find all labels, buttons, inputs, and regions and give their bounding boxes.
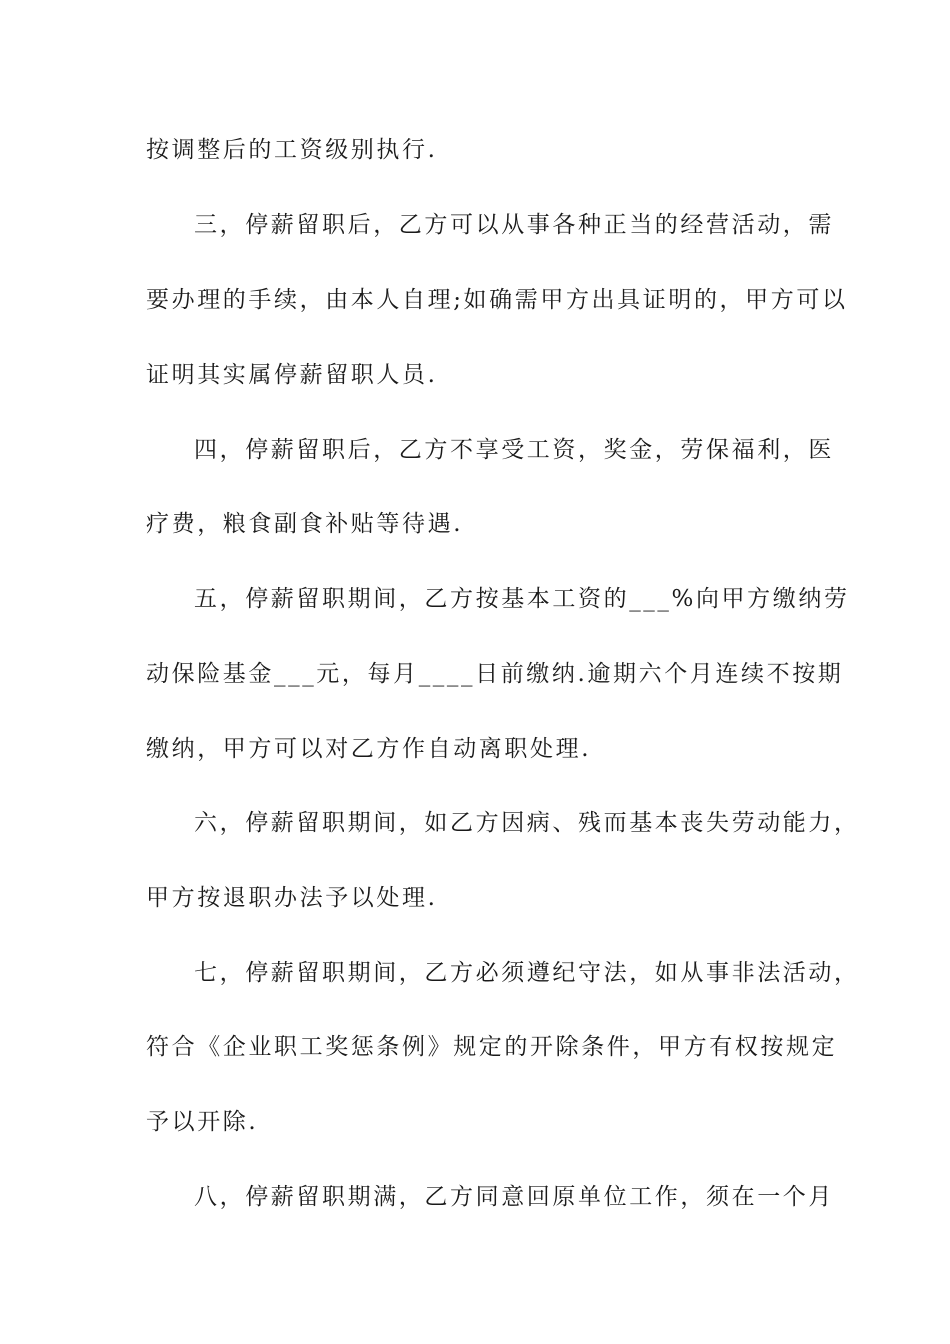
text-line-1: 按调整后的工资级别执行. (146, 137, 438, 163)
text-line-5: 四，停薪留职后，乙方不享受工资，奖金，劳保福利，医 (194, 437, 834, 463)
text-line-7: 五，停薪留职期间，乙方按基本工资的___%向甲方缴纳劳 (194, 586, 850, 612)
text-line-14: 予以开除. (146, 1109, 259, 1135)
text-line-3: 要办理的手续，由本人自理;如确需甲方出具证明的，甲方可以 (146, 287, 848, 313)
text-line-8: 动保险基金___元，每月____日前缴纳.逾期六个月连续不按期 (146, 661, 844, 687)
text-line-6: 疗费，粮食副食补贴等待遇. (146, 511, 464, 537)
text-line-4: 证明其实属停薪留职人员. (146, 362, 438, 388)
text-line-9: 缴纳，甲方可以对乙方作自动离职处理. (146, 736, 592, 762)
text-line-12: 七，停薪留职期间，乙方必须遵纪守法，如从事非法活动， (194, 960, 860, 986)
text-line-2: 三，停薪留职后，乙方可以从事各种正当的经营活动，需 (194, 212, 834, 238)
text-line-11: 甲方按退职办法予以处理. (146, 885, 438, 911)
text-line-13: 符合《企业职工奖惩条例》规定的开除条件，甲方有权按规定 (146, 1034, 838, 1060)
text-line-10: 六，停薪留职期间，如乙方因病、残而基本丧失劳动能力， (194, 810, 860, 836)
text-line-15: 八，停薪留职期满，乙方同意回原单位工作，须在一个月 (194, 1184, 834, 1210)
